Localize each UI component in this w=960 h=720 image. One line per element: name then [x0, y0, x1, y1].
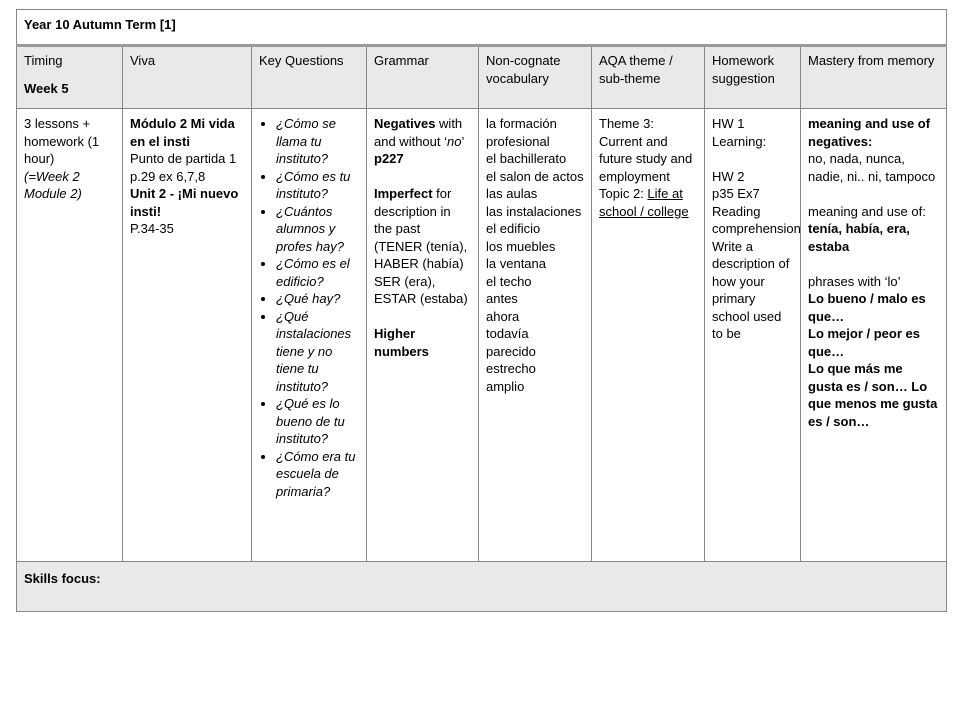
vocab-item: ahora — [486, 308, 520, 324]
viva-module: Módulo 2 Mi vida en el insti — [130, 116, 235, 149]
vocab-item: antes — [486, 291, 518, 306]
grammar-imperfect-title: Imperfect — [374, 186, 433, 201]
header-key-questions — [252, 46, 367, 109]
key-question-item: • ¿Qué hay? — [276, 290, 360, 308]
mastery-negatives-list: no, nada, nunca, nadie, ni.. ni, tampoco — [808, 151, 936, 184]
header-row — [17, 46, 947, 109]
key-questions-cell — [252, 109, 367, 562]
grammar-close-quote: ’ — [461, 133, 465, 149]
header-vocabulary-label: Non-cognate vocabulary — [486, 53, 561, 86]
hw2-label: HW 2 — [712, 168, 745, 184]
skills-row — [17, 562, 947, 612]
vocab-item: las instalaciones — [486, 203, 582, 219]
mastery-phrases-with-lo: phrases with ‘lo’ — [808, 273, 901, 289]
mastery-meaning-use: meaning and use of: — [808, 203, 926, 219]
header-grammar — [367, 46, 479, 109]
viva-cell — [123, 109, 252, 562]
header-grammar-label: Grammar — [374, 53, 429, 68]
timing-lessons: 3 lessons + homework (1 hour) — [24, 116, 100, 166]
grammar-cell — [367, 109, 479, 562]
header-key-questions-label: Key Questions — [259, 53, 344, 68]
vocab-item: el edificio — [486, 221, 541, 236]
skills-focus-cell — [17, 562, 947, 612]
aqa-theme-text: Theme 3: Current and future study and employment Topic 2: — [599, 116, 693, 201]
grammar-imperfect-text: for description in the past (TENER (tenía), HABER (había) SER (era), ESTAR (estaba) — [374, 186, 468, 306]
header-aqa — [592, 46, 705, 109]
header-timing-label: Timing — [24, 53, 63, 68]
key-question-item: • ¿Qué es lo bueno de tu instituto? — [276, 395, 360, 448]
header-homework — [705, 46, 801, 109]
vocab-item: el salon de actos — [486, 168, 584, 184]
grammar-imperfect — [374, 185, 472, 308]
mastery-lo-bueno: Lo bueno / malo es que… — [808, 291, 926, 324]
key-question-item: • ¿Cómo era tu escuela de primaria? — [276, 448, 360, 501]
key-question-item: • ¿Cómo es el edificio? — [276, 255, 360, 290]
mastery-negatives-title: meaning and use of negatives: — [808, 116, 931, 149]
key-question-item: • ¿Cuántos alumnos y profes hay? — [276, 203, 360, 256]
grammar-page: p227 — [374, 151, 404, 166]
homework-cell — [705, 109, 801, 562]
vocab-item: estrecho — [486, 361, 536, 376]
vocab-item: los muebles — [486, 238, 556, 254]
hw2-text: p35 Ex7 Reading comprehension Write a description of how your primary school used to be — [712, 186, 801, 341]
header-mastery — [801, 46, 947, 109]
hw1-text: HW 1 Learning: — [712, 116, 767, 149]
vocab-item: la formación profesional — [486, 116, 557, 149]
header-week-label: Week 5 — [24, 80, 69, 96]
key-question-item: • ¿Cómo es tu instituto? — [276, 168, 360, 203]
week-content-row — [17, 109, 947, 562]
vocab-item: el techo — [486, 273, 532, 289]
vocab-item: las aulas — [486, 186, 538, 201]
vocab-item: la ventana — [486, 256, 546, 271]
key-question-item: • ¿Qué instalaciones tiene y no tiene tu instituto? — [276, 308, 360, 396]
header-viva-label: Viva — [130, 53, 156, 68]
header-mastery-label: Mastery from memory — [808, 53, 935, 68]
viva-unit: Unit 2 - ¡Mi nuevo insti! — [130, 186, 239, 219]
vocab-item: todavía — [486, 326, 529, 341]
title-text: Year 10 Autumn Term [1] — [24, 17, 176, 32]
grammar-no-word: no — [447, 133, 462, 149]
grammar-negatives-title: Negatives — [374, 116, 436, 131]
key-questions-list — [259, 115, 360, 500]
grammar-negatives — [374, 115, 472, 150]
grammar-higher-numbers: Higher numbers — [374, 326, 429, 359]
aqa-cell — [592, 109, 705, 562]
vocabulary-cell — [479, 109, 592, 562]
viva-pages: P.34-35 — [130, 221, 174, 236]
term-plan-table — [16, 9, 947, 612]
header-viva — [123, 46, 252, 109]
table-title — [17, 10, 947, 46]
header-homework-label: Homework suggestion — [712, 53, 775, 86]
grammar-negatives-text: with and without ‘ — [374, 116, 463, 149]
header-vocabulary — [479, 46, 592, 109]
timing-equivalent: (=Week 2 Module 2) — [24, 168, 82, 201]
vocab-item: parecido — [486, 343, 536, 359]
mastery-imperfect-forms: tenía, había, era, estaba — [808, 221, 910, 254]
aqa-topic-link[interactable]: Life at school / college — [599, 186, 689, 219]
header-aqa-label: AQA theme / sub-theme — [599, 53, 673, 86]
mastery-lo-que: Lo que más me gusta es / son… Lo que menos me gusta es / son… — [808, 361, 938, 429]
header-timing — [17, 46, 123, 109]
mastery-cell — [801, 109, 947, 562]
key-question-item: • ¿Cómo se llama tu instituto? — [276, 115, 360, 168]
timing-cell — [17, 109, 123, 562]
mastery-lo-mejor: Lo mejor / peor es que… — [808, 326, 920, 359]
vocab-item: amplio — [486, 378, 525, 394]
title-row — [17, 10, 947, 46]
viva-punto: Punto de partida 1 p.29 ex 6,7,8 — [130, 151, 237, 184]
skills-focus-label: Skills focus: — [24, 571, 101, 586]
vocab-item: el bachillerato — [486, 151, 567, 166]
